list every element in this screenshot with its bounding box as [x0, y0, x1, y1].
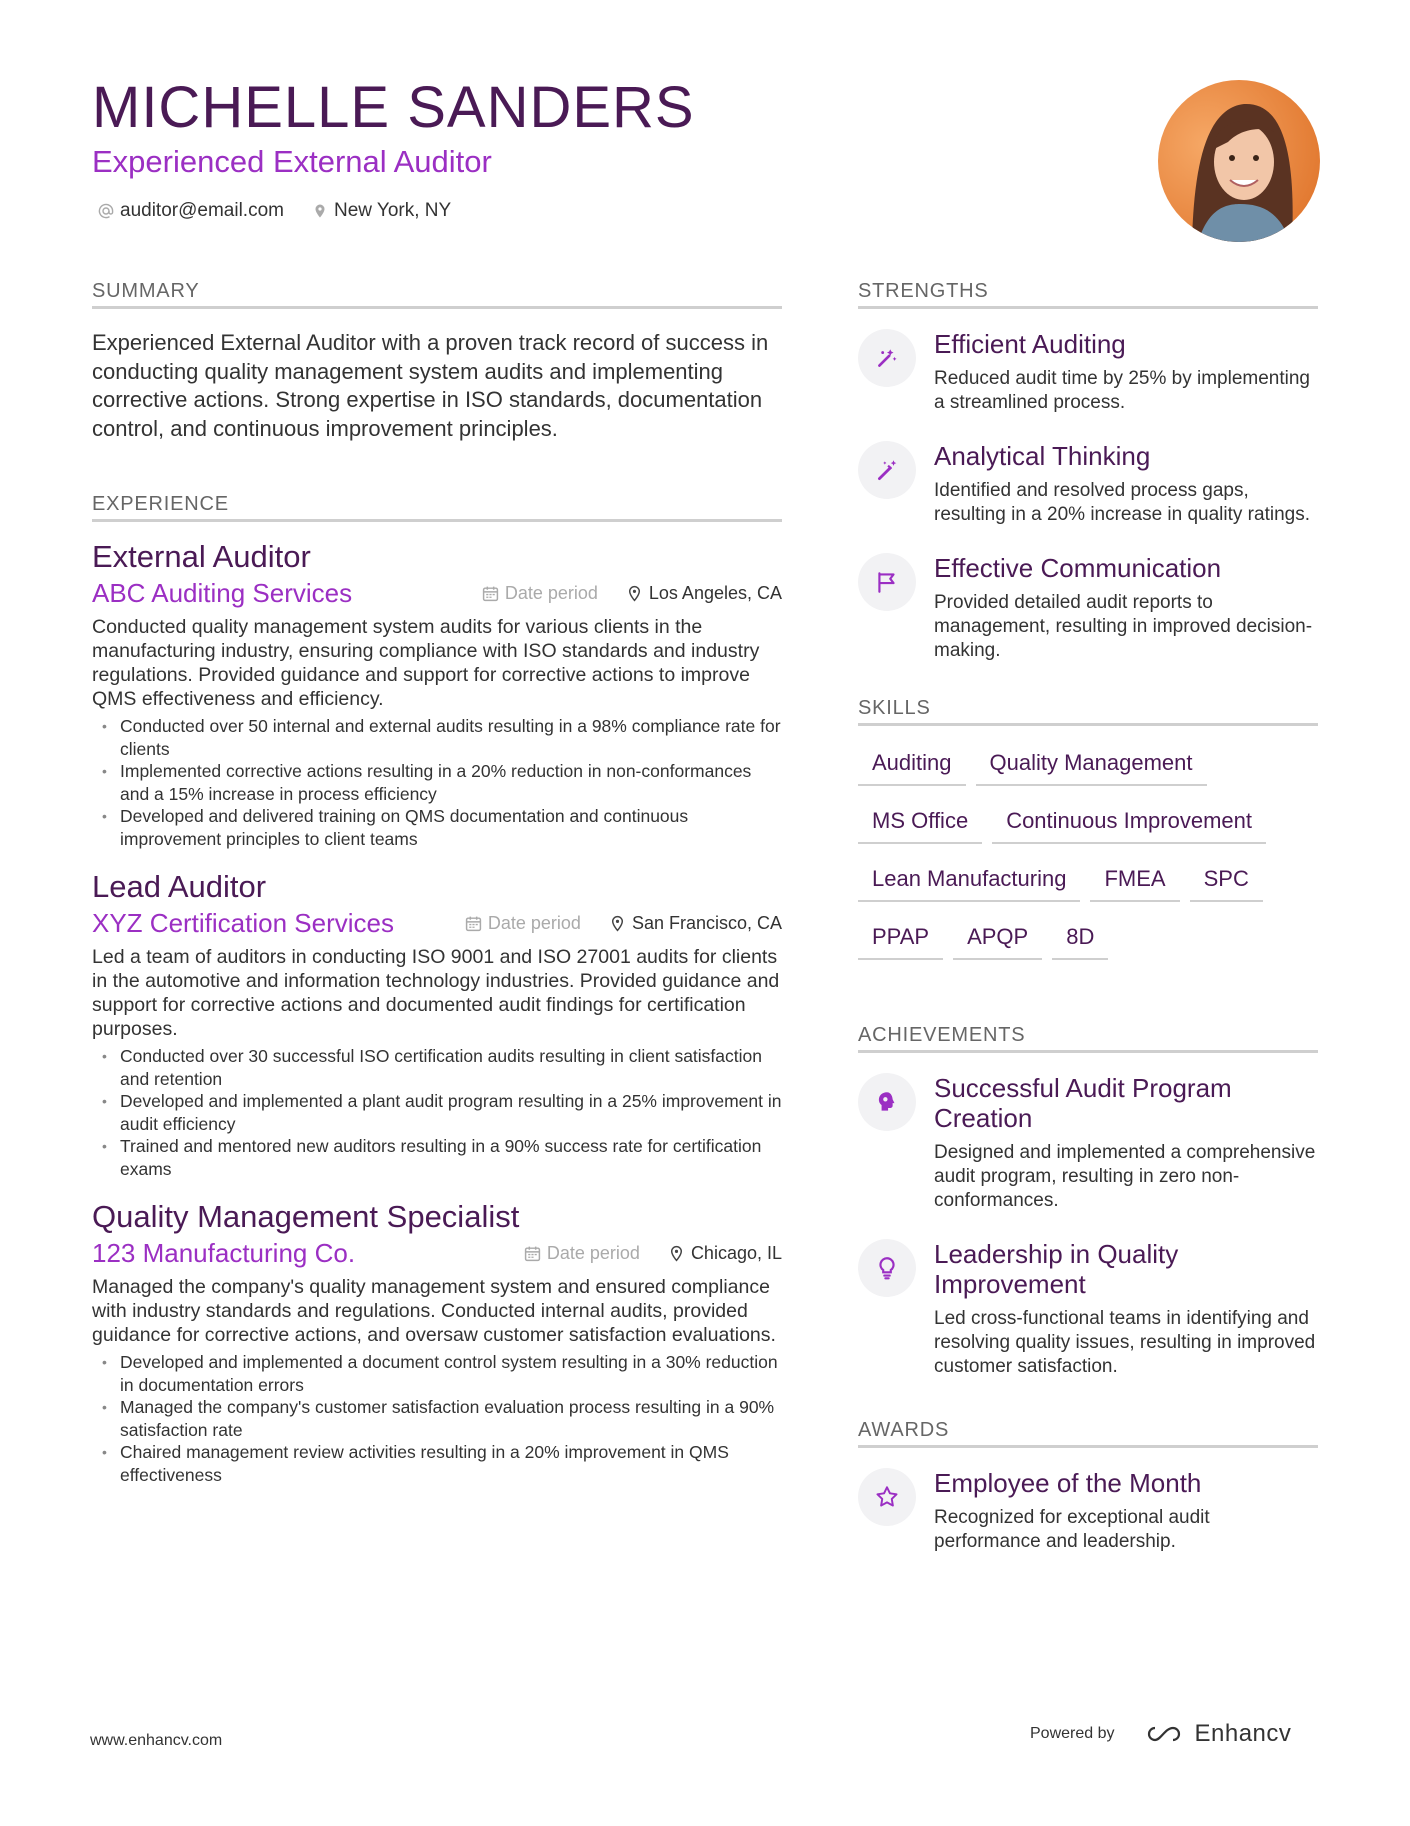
bullet-item: • Conducted over 30 successful ISO certification audits resulting in client satisfaction and retention — [92, 1045, 782, 1090]
at-icon — [98, 203, 114, 219]
job-bullets — [92, 1351, 782, 1486]
job-bullets — [92, 715, 782, 850]
strength-desc: Reduced audit time by 25% by implementing a streamlined process. — [934, 368, 1310, 413]
skill-tag: Continuous Improvement — [992, 808, 1266, 844]
job-description: Managed the company's quality management system and ensured compliance with industry standards and regulations. Conducted internal audits, provided guidance for corrective actions, and oversaw customer satisfaction evaluations. — [92, 1276, 776, 1346]
skill-tag: SPC — [1190, 866, 1263, 902]
experience-section — [92, 493, 782, 1486]
job-location — [668, 1243, 782, 1264]
achievements-heading: ACHIEVEMENTS — [858, 1024, 1318, 1053]
date-text: Date period — [504, 583, 598, 603]
calendar-icon — [524, 1245, 541, 1262]
strengths-section — [858, 280, 1318, 663]
contact-bar — [98, 200, 451, 222]
date-period — [524, 1243, 640, 1264]
achievement-title: Successful Audit Program Creation — [934, 1073, 1232, 1133]
flag-icon — [858, 553, 916, 611]
strengths-heading: STRENGTHS — [858, 280, 1318, 309]
date-text: Date period — [487, 913, 581, 933]
achievement-title: Leadership in Quality Improvement — [934, 1239, 1179, 1299]
job-location — [626, 583, 782, 604]
company-name: 123 Manufacturing Co. — [92, 1238, 356, 1268]
awards-heading: AWARDS — [858, 1419, 1318, 1448]
strength-item — [858, 553, 1318, 663]
award-title: Employee of the Month — [934, 1468, 1202, 1498]
experience-heading: EXPERIENCE — [92, 493, 782, 522]
company-name: ABC Auditing Services — [92, 578, 353, 608]
job-entry — [92, 868, 782, 1180]
footer-brand-area — [1030, 1720, 1291, 1748]
bullet-item: • Developed and delivered training on QMS documentation and continuous improvement principles to client teams — [92, 805, 782, 850]
skill-tag: APQP — [953, 924, 1042, 960]
bullet-item: • Managed the company's customer satisfaction evaluation process resulting in a 90% satisfaction rate — [92, 1396, 782, 1441]
job-entry — [92, 538, 782, 850]
location-text: San Francisco, CA — [631, 913, 782, 933]
bullet-item: • Implemented corrective actions resulting in a 20% reduction in non-conformances and a 15% increase in process efficiency — [92, 760, 782, 805]
brain-icon — [858, 1073, 916, 1131]
job-meta — [482, 583, 782, 604]
strength-title: Efficient Auditing — [934, 329, 1126, 359]
brand-name: Enhancv — [1194, 1720, 1292, 1747]
candidate-name: MICHELLE SANDERS — [92, 75, 695, 140]
skill-tag: 8D — [1052, 924, 1108, 960]
job-meta-row — [92, 1238, 782, 1269]
summary-text: Experienced External Auditor with a proven track record of success in conducting quality management system audits and implementing corrective actions. Strong expertise in ISO standards, documentation control, and continuous improvement principles. — [92, 330, 769, 441]
skill-tag: PPAP — [858, 924, 943, 960]
job-title: External Auditor — [92, 539, 311, 574]
strength-title: Effective Communication — [934, 553, 1222, 583]
award-desc: Recognized for exceptional audit performance and leadership. — [934, 1507, 1210, 1552]
job-meta — [524, 1243, 782, 1264]
lightbulb-icon — [858, 1239, 916, 1297]
date-text: Date period — [546, 1243, 640, 1263]
location-pin-icon — [626, 585, 643, 602]
wand-icon — [858, 441, 916, 499]
skills-heading: SKILLS — [858, 697, 1318, 726]
right-column — [858, 280, 1318, 1580]
job-meta-row — [92, 908, 782, 939]
summary-section — [92, 280, 782, 443]
brand-logo[interactable] — [1141, 1720, 1292, 1748]
bullet-item: • Developed and implemented a plant audit program resulting in a 25% improvement in audit efficiency — [92, 1090, 782, 1135]
job-title: Quality Management Specialist — [92, 1199, 520, 1234]
skill-tag: MS Office — [858, 808, 982, 844]
job-title: Lead Auditor — [92, 869, 267, 904]
summary-heading: SUMMARY — [92, 280, 782, 309]
job-description: Led a team of auditors in conducting ISO 9001 and ISO 27001 audits for clients in the automotive and information technology industries. Provided guidance and support for corrective actions and documented audit findings for certification purposes. — [92, 946, 780, 1040]
footer-website[interactable]: www.enhancv.com — [90, 1732, 223, 1749]
strength-desc: Provided detailed audit reports to management, resulting in improved decision-making. — [934, 592, 1313, 661]
skill-tag: Quality Management — [976, 750, 1207, 786]
calendar-icon — [465, 915, 482, 932]
achievements-section — [858, 1024, 1318, 1379]
location-text: Chicago, IL — [690, 1243, 782, 1263]
job-entry — [92, 1198, 782, 1486]
skills-list — [858, 750, 1318, 960]
powered-by-text: Powered by — [1030, 1725, 1115, 1742]
job-meta-row — [92, 578, 782, 609]
email-contact[interactable] — [98, 200, 284, 222]
magic-icon — [858, 329, 916, 387]
skills-section — [858, 697, 1318, 960]
location-text: Los Angeles, CA — [648, 583, 782, 603]
location-text: New York, NY — [333, 200, 452, 221]
skill-tag: FMEA — [1090, 866, 1179, 902]
job-meta — [465, 913, 782, 934]
location-contact — [312, 200, 451, 222]
location-pin-icon — [312, 203, 328, 219]
bullet-item: • Conducted over 50 internal and external audits resulting in a 98% compliance rate for clients — [92, 715, 782, 760]
skill-tag: Lean Manufacturing — [858, 866, 1080, 902]
profile-photo — [1158, 80, 1320, 242]
skill-tag: Auditing — [858, 750, 966, 786]
left-column — [92, 280, 782, 1504]
email-text: auditor@email.com — [120, 200, 284, 221]
achievement-item — [858, 1239, 1318, 1379]
awards-section — [858, 1419, 1318, 1554]
date-period — [465, 913, 581, 934]
date-period — [482, 583, 598, 604]
achievement-desc: Led cross-functional teams in identifying and resolving quality issues, resulting in improved customer satisfaction. — [934, 1308, 1316, 1377]
award-item — [858, 1468, 1318, 1554]
candidate-title: Experienced External Auditor — [92, 144, 492, 179]
strength-item — [858, 329, 1318, 415]
calendar-icon — [482, 585, 499, 602]
location-pin-icon — [668, 1245, 685, 1262]
bullet-item: • Developed and implemented a document control system resulting in a 30% reduction in documentation errors — [92, 1351, 782, 1396]
job-description: Conducted quality management system audits for various clients in the manufacturing industry, ensuring compliance with ISO standards and industry regulations. Provided guidance and support for corrective actions to improve QMS effectiveness and efficiency. — [92, 616, 760, 710]
strength-title: Analytical Thinking — [934, 441, 1151, 471]
bullet-item: • Trained and mentored new auditors resulting in a 90% success rate for certification exams — [92, 1135, 782, 1180]
strength-desc: Identified and resolved process gaps, resulting in a 20% increase in quality ratings. — [934, 480, 1310, 525]
location-pin-icon — [609, 915, 626, 932]
company-name: XYZ Certification Services — [92, 908, 394, 938]
job-bullets — [92, 1045, 782, 1180]
bullet-item: • Chaired management review activities resulting in a 20% improvement in QMS effectiveness — [92, 1441, 782, 1486]
achievement-desc: Designed and implemented a comprehensive audit program, resulting in zero non-conformances. — [934, 1142, 1316, 1211]
job-location — [609, 913, 782, 934]
star-icon — [858, 1468, 916, 1526]
enhancv-logo-icon — [1141, 1722, 1187, 1746]
strength-item — [858, 441, 1318, 527]
achievement-item — [858, 1073, 1318, 1213]
